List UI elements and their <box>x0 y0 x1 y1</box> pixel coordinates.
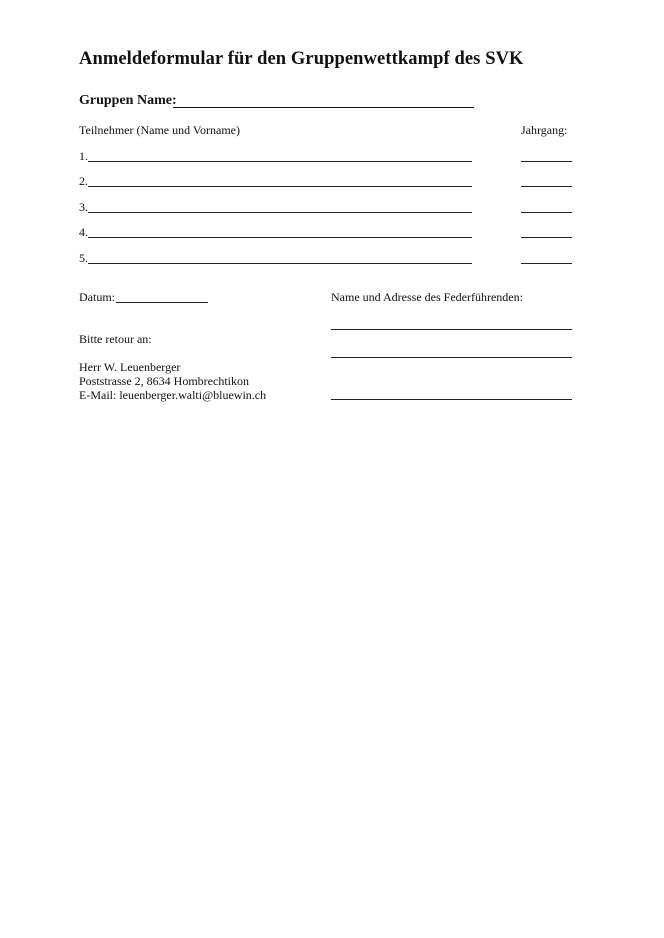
contact-name: Herr W. Leuenberger <box>79 360 181 374</box>
date-label: Datum: <box>79 290 115 304</box>
year-header: Jahrgang: <box>521 123 568 137</box>
group-name-field[interactable] <box>173 107 474 108</box>
group-name-label: Gruppen Name: <box>79 93 177 108</box>
participant-name-field[interactable] <box>88 186 472 187</box>
participant-name-field[interactable] <box>88 237 472 238</box>
contact-email: E-Mail: leuenberger.walti@bluewin.ch <box>79 388 267 402</box>
participant-number: 5. <box>79 251 88 265</box>
participant-year-field[interactable] <box>521 263 572 264</box>
leader-line-1[interactable] <box>331 329 572 330</box>
leader-line-3[interactable] <box>331 399 572 400</box>
participant-number: 1. <box>79 149 88 163</box>
participant-name-field[interactable] <box>88 263 472 264</box>
participant-year-field[interactable] <box>521 212 572 213</box>
return-label: Bitte retour an: <box>79 332 152 346</box>
participant-year-field[interactable] <box>521 237 572 238</box>
page-title: Anmeldeformular für den Gruppenwettkampf des SVK <box>79 49 524 69</box>
date-field[interactable] <box>116 302 208 303</box>
contact-address: Poststrasse 2, 8634 Hombrechtikon <box>79 374 249 388</box>
participants-header: Teilnehmer (Name und Vorname) <box>79 123 240 137</box>
leader-label: Name und Adresse des Federführenden: <box>331 290 523 304</box>
participant-name-field[interactable] <box>88 212 472 213</box>
participant-year-field[interactable] <box>521 186 572 187</box>
leader-line-2[interactable] <box>331 357 572 358</box>
participant-number: 3. <box>79 200 88 214</box>
participant-name-field[interactable] <box>88 161 472 162</box>
participant-number: 2. <box>79 174 88 188</box>
participant-year-field[interactable] <box>521 161 572 162</box>
participant-number: 4. <box>79 225 88 239</box>
